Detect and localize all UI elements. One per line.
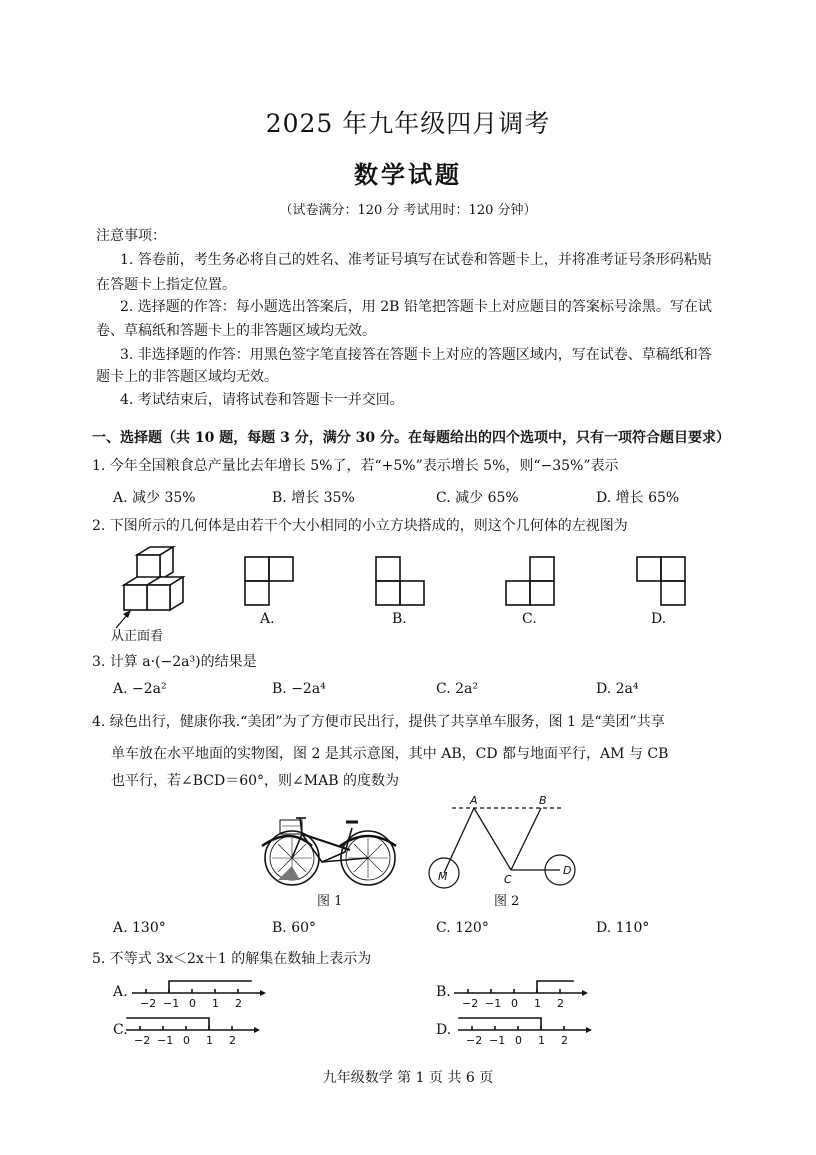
q2-option-b[interactable]: B. — [392, 611, 407, 627]
tick-label: −2 — [140, 997, 157, 1010]
q4-point-c: C — [504, 873, 512, 886]
exam-subtitle: 数学试题 — [354, 160, 462, 189]
axis-arrow — [582, 990, 588, 996]
q4-fig2-caption: 图 2 — [494, 894, 520, 909]
q4-point-b: B — [539, 794, 547, 807]
q1-option-b[interactable]: B. 增长 35% — [272, 490, 355, 506]
tick-label: −1 — [163, 997, 180, 1010]
q4-option-d[interactable]: D. 110° — [596, 920, 650, 936]
q5-option-b[interactable]: B. — [436, 984, 451, 1000]
tick-label: 1 — [212, 997, 219, 1010]
q5-option-c[interactable]: C. — [113, 1022, 128, 1038]
q5-option-d[interactable]: D. — [436, 1022, 452, 1038]
q1-option-d[interactable]: D. 增长 65% — [596, 490, 680, 506]
tick-label: 2 — [557, 997, 564, 1010]
tick-label: 2 — [229, 1034, 236, 1047]
q4-option-c[interactable]: C. 120° — [436, 920, 489, 936]
tick-label: 0 — [189, 997, 196, 1010]
q4-stem-1: 4. 绿色出行，健康你我.“美团”为了方便市民出行，提供了共享单车服务，图 1 是“美团”共享 — [92, 714, 665, 730]
q2-option-d[interactable]: D. — [651, 611, 667, 627]
section-heading: 一、选择题（共 10 题，每题 3 分，满分 30 分。在每题给出的四个选项中，只有一项符合题目要求） — [92, 430, 730, 446]
q2-option-c[interactable]: C. — [522, 611, 537, 627]
q2-option-a[interactable]: A. — [260, 611, 275, 627]
q3-option-a[interactable]: A. −2a² — [113, 681, 167, 697]
q3-option-b[interactable]: B. −2a⁴ — [272, 681, 326, 697]
q4-option-a[interactable]: A. 130° — [113, 920, 166, 936]
tick-label: −2 — [134, 1034, 151, 1047]
axis-arrow — [586, 1027, 592, 1033]
tick-label: −2 — [466, 1034, 483, 1047]
solution-bracket — [458, 1018, 541, 1030]
q1-option-c[interactable]: C. 减少 65% — [436, 490, 519, 506]
q4-stem-3: 也平行，若∠BCD＝60°，则∠MAB 的度数为 — [111, 773, 399, 789]
tick-label: 1 — [538, 1034, 545, 1047]
q4-fig1-caption: 图 1 — [317, 894, 343, 909]
q4-stem-2: 单车放在水平地面的实物图，图 2 是其示意图，其中 AB，CD 都与地面平行，AM 与 CB — [111, 746, 669, 762]
tick-label: 2 — [235, 997, 242, 1010]
note-2a: 2. 选择题的作答：每小题选出答案后，用 2B 铅笔把答题卡上对应题目的答案标号涂黑。写在试 — [120, 299, 712, 315]
q3-stem: 3. 计算 a·(−2a³)的结果是 — [92, 654, 257, 670]
note-3a: 3. 非选择题的作答：用黑色签字笔直接答在答题卡上对应的答题区域内，写在试卷、草稿纸和答 — [120, 347, 712, 363]
q5-line-a — [132, 981, 266, 1010]
tick-label: 1 — [534, 997, 541, 1010]
q5-line-b — [454, 981, 588, 1010]
note-2b: 卷、草稿纸和答题卡上的非答题区域均无效。 — [96, 323, 376, 339]
q5-stem: 5. 不等式 3x＜2x＋1 的解集在数轴上表示为 — [92, 951, 372, 967]
q3-option-d[interactable]: D. 2a⁴ — [596, 681, 639, 697]
note-4: 4. 考试结束后，请将试卷和答题卡一并交回。 — [120, 392, 404, 408]
q4-point-a: A — [470, 794, 478, 807]
tick-label: −1 — [489, 1034, 506, 1047]
q4-point-d: D — [563, 864, 572, 877]
q1-stem: 1. 今年全国粮食总产量比去年增长 5%了，若“+5%”表示增长 5%，则“−35%”表示 — [92, 458, 619, 474]
tick-label: −2 — [462, 997, 479, 1010]
q4-point-m: M — [438, 870, 448, 883]
tick-label: −1 — [157, 1034, 174, 1047]
axis-arrow — [254, 1027, 260, 1033]
tick-label: 0 — [183, 1034, 190, 1047]
q2-front-label: 从正面看 — [111, 629, 164, 644]
axis-arrow — [260, 990, 266, 996]
page-footer: 九年级数学 第 1 页 共 6 页 — [322, 1070, 494, 1086]
q5-line-c — [126, 1018, 260, 1047]
q3-option-c[interactable]: C. 2a² — [436, 681, 478, 697]
tick-label: 0 — [511, 997, 518, 1010]
note-3b: 题卡上的非答题区域均无效。 — [96, 369, 278, 385]
tick-label: −1 — [485, 997, 502, 1010]
q4-option-b[interactable]: B. 60° — [272, 920, 317, 936]
exam-info: （试卷满分：120 分 考试用时：120 分钟） — [279, 203, 537, 218]
exam-title: 2025 年九年级四月调考 — [265, 109, 551, 138]
note-1b: 在答题卡上指定位置。 — [96, 277, 236, 293]
note-1a: 1. 答卷前，考生务必将自己的姓名、准考证号填写在试卷和答题卡上，并将准考证号条形码粘贴 — [120, 252, 712, 268]
q5-line-d — [458, 1018, 592, 1047]
tick-label: 2 — [561, 1034, 568, 1047]
q5-option-a[interactable]: A. — [113, 984, 128, 1000]
q2-stem: 2. 下图所示的几何体是由若干个大小相同的小立方块搭成的，则这个几何体的左视图为 — [92, 518, 628, 534]
notes-heading: 注意事项： — [96, 228, 166, 244]
q1-option-a[interactable]: A. 减少 35% — [113, 490, 196, 506]
solution-bracket — [537, 981, 574, 993]
solution-bracket — [126, 1018, 209, 1030]
solution-bracket — [169, 981, 252, 993]
tick-label: 1 — [206, 1034, 213, 1047]
tick-label: 0 — [515, 1034, 522, 1047]
